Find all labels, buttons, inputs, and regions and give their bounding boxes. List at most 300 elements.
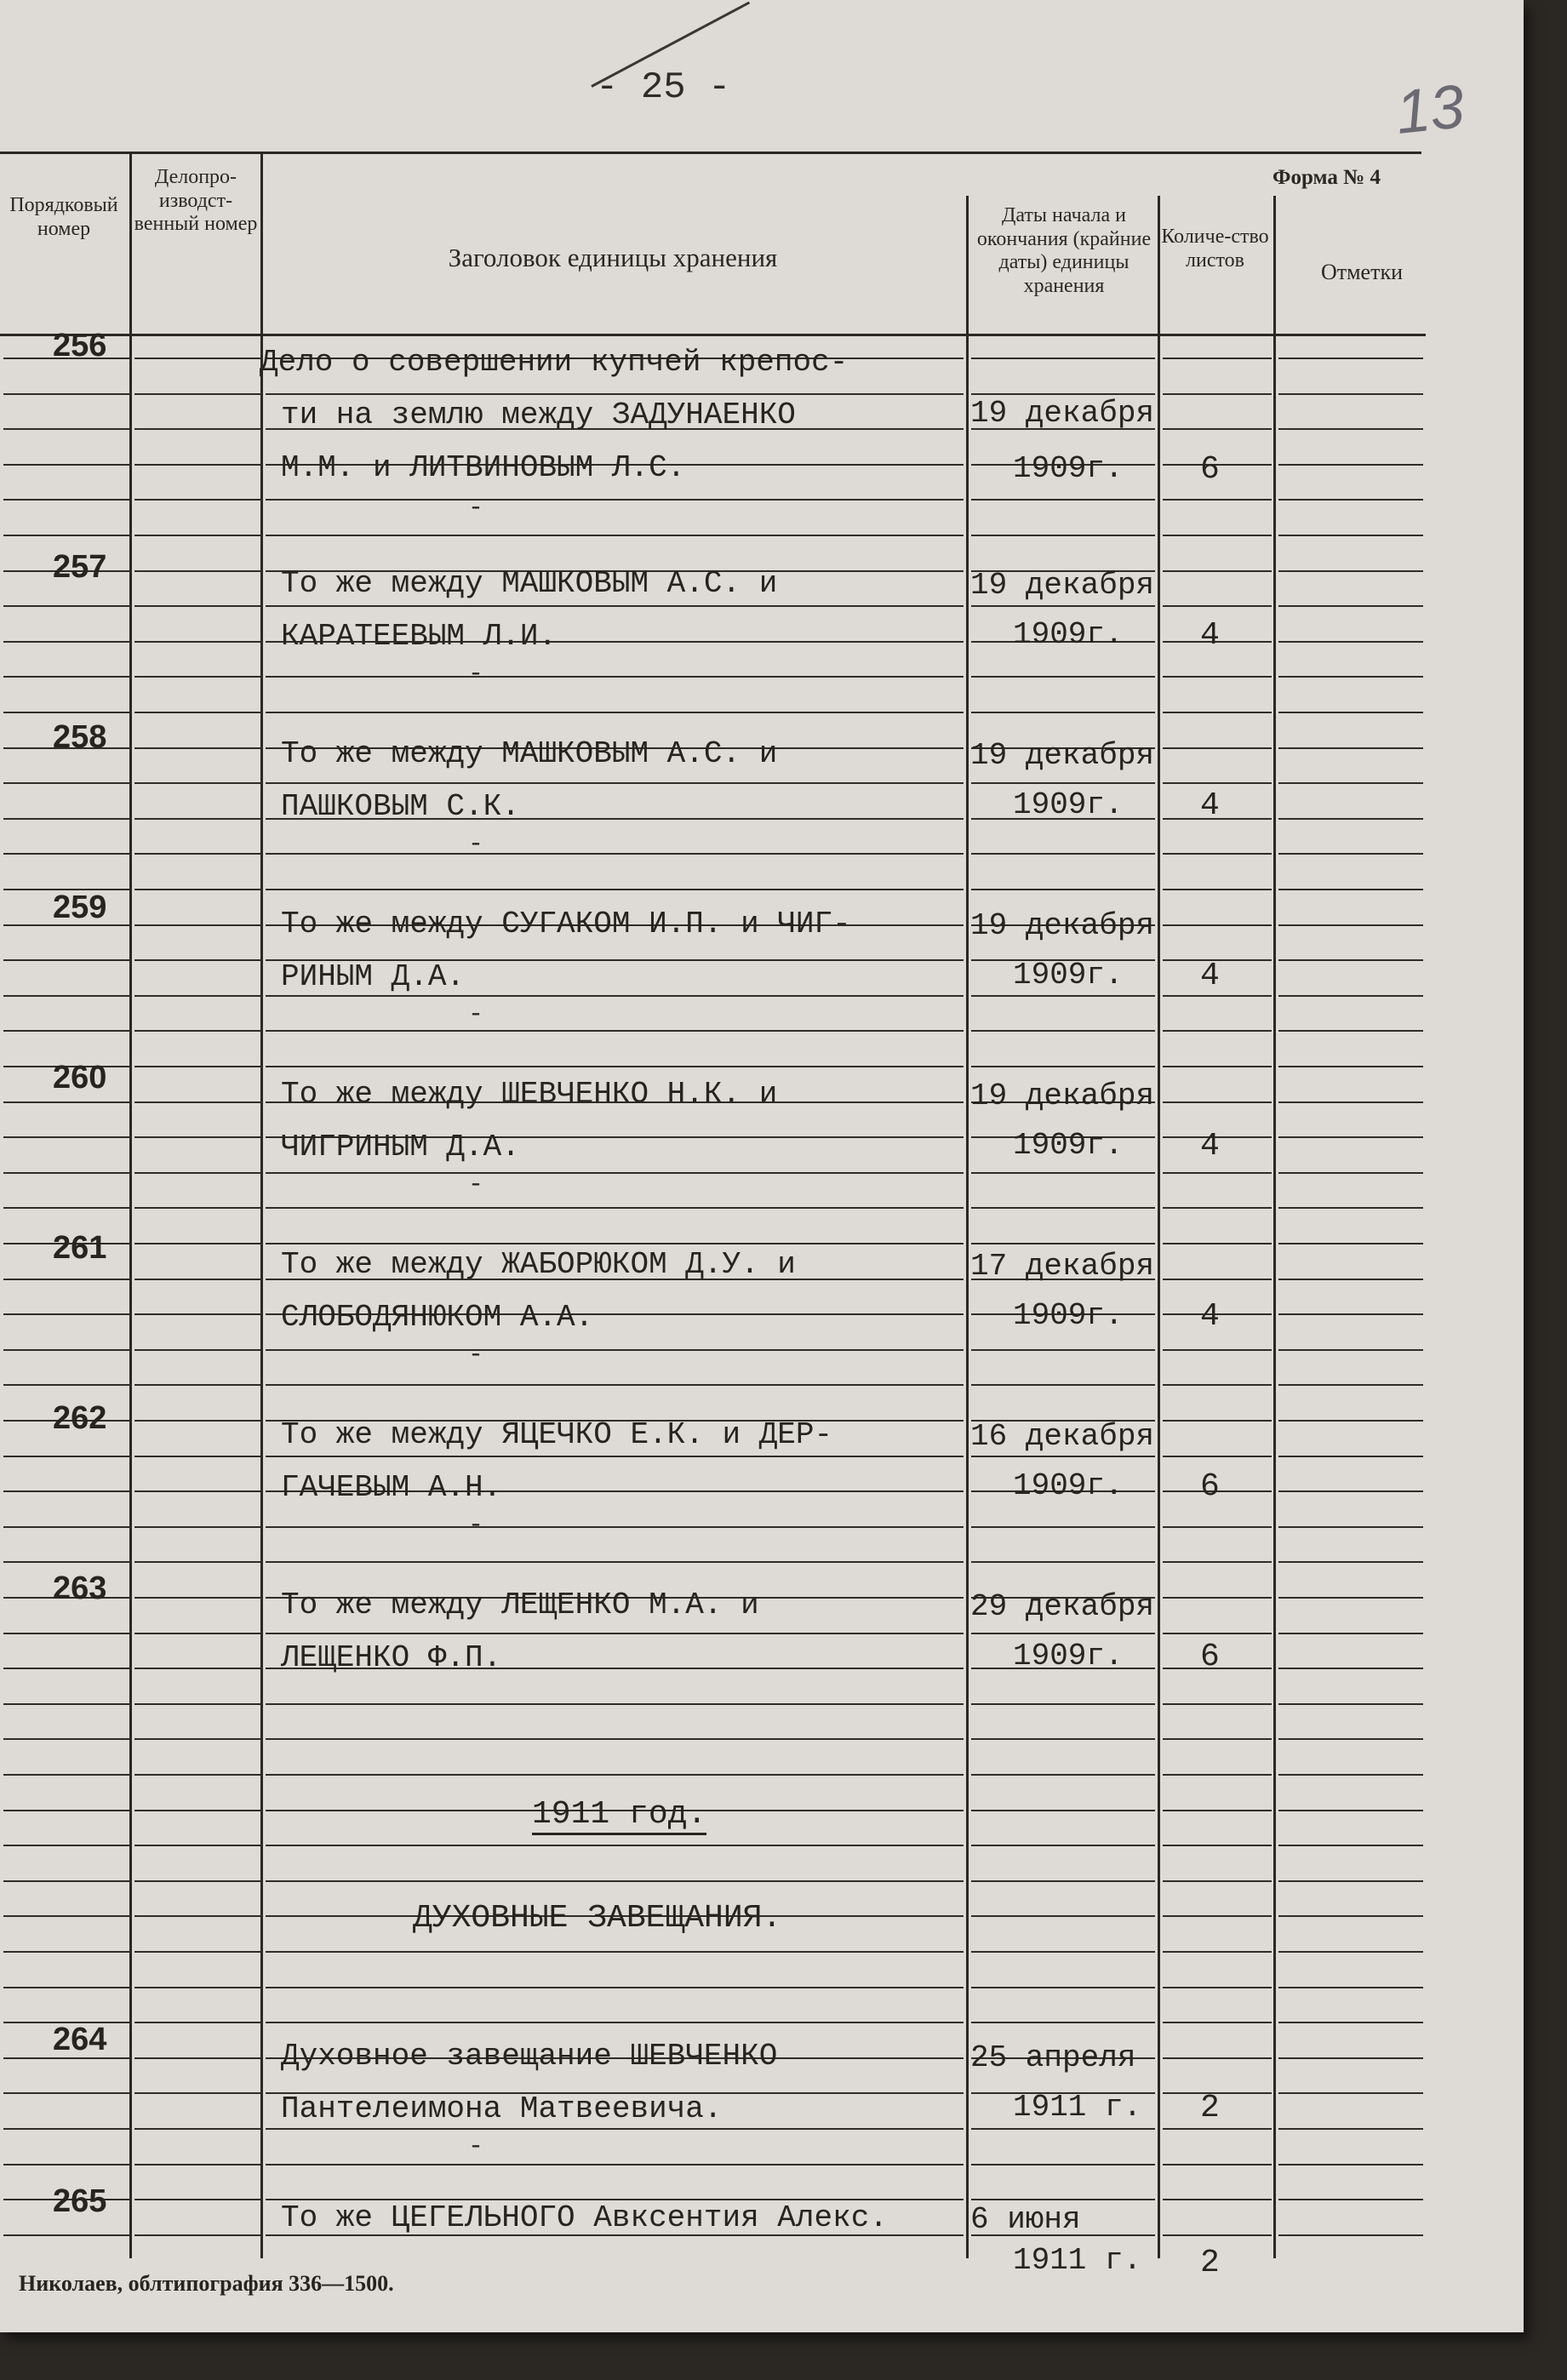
ruled-line: [3, 1738, 131, 1740]
ruled-line: [1278, 1279, 1423, 1280]
ruled-line: [1163, 995, 1272, 997]
ruled-line: [1163, 358, 1272, 359]
ruled-line: [1278, 605, 1423, 607]
ruled-line: [134, 2022, 262, 2023]
ruled-line: [134, 712, 262, 713]
column-divider-5: [1273, 196, 1276, 2258]
entry-title-line: ГАЧЕВЫМ А.Н.: [281, 1470, 502, 1505]
ruled-line: [3, 1207, 131, 1209]
ruled-line: [134, 924, 262, 926]
ruled-line: [1278, 1207, 1423, 1209]
year-heading: 1911 год.: [532, 1796, 706, 1835]
entry-serial-number: 259: [53, 890, 107, 925]
ruled-line: [134, 1490, 262, 1492]
entry-sheet-count: 4: [1200, 617, 1220, 654]
ruled-line: [3, 605, 131, 607]
entry-title-line: То же ЦЕГЕЛЬНОГО Авксентия Алекс.: [281, 2200, 888, 2235]
ruled-line: [1163, 1703, 1272, 1705]
ruled-line: [1278, 1349, 1423, 1351]
ruled-line: [1278, 1313, 1423, 1315]
ruled-line: [3, 712, 131, 713]
entry-serial-number: 265: [53, 2183, 107, 2219]
ruled-line: [1163, 393, 1272, 395]
ruled-line: [3, 1136, 131, 1138]
ruled-line: [1278, 889, 1423, 890]
ruled-line: [1163, 1561, 1272, 1563]
column-header-title: Заголовок единицы хранения: [448, 243, 778, 272]
ruled-line: [1278, 747, 1423, 749]
ruled-line: [971, 2022, 1155, 2023]
ruled-line: [134, 570, 262, 572]
ruled-line: [266, 676, 964, 678]
entry-title-line: Духовное завещание ШЕВЧЕНКО: [281, 2039, 778, 2074]
ruled-line: [1163, 428, 1272, 430]
ruled-line: [134, 1456, 262, 1457]
ruled-line: [3, 1703, 131, 1705]
ruled-line: [266, 1384, 964, 1386]
form-label: Форма № 4: [1272, 166, 1381, 189]
ruled-line: [266, 499, 964, 501]
ruled-line: [1163, 1349, 1272, 1351]
ruled-line: [1278, 2128, 1423, 2130]
ruled-line: [971, 1738, 1155, 1740]
ruled-line: [1278, 2022, 1423, 2023]
ruled-line: [134, 2092, 262, 2094]
ruled-line: [134, 1101, 262, 1103]
ruled-line: [266, 1633, 964, 1634]
ruled-line: [134, 782, 262, 784]
ruled-line: [266, 1456, 964, 1457]
ruled-line: [266, 2022, 964, 2023]
ruled-line: [134, 1313, 262, 1315]
ruled-line: [3, 1845, 131, 1846]
category-heading: ДУХОВНЫЕ ЗАВЕЩАНИЯ.: [413, 1900, 782, 1937]
entry-title-line: То же между СУГАКОМ И.П. и ЧИГ-: [281, 907, 851, 941]
entry-sheet-count: 6: [1200, 451, 1220, 488]
ruled-line: [971, 1243, 1155, 1244]
ruled-line: [3, 428, 131, 430]
ruled-line: [971, 1633, 1155, 1634]
ruled-line: [1163, 1526, 1272, 1528]
ruled-line: [1163, 1951, 1272, 1953]
ruled-line: [266, 535, 964, 536]
ruled-line: [134, 535, 262, 536]
ruled-line: [134, 1420, 262, 1422]
ruled-line: [971, 1456, 1155, 1457]
ruled-line: [134, 1597, 262, 1599]
ruled-line: [1278, 1456, 1423, 1457]
ruled-line: [134, 428, 262, 430]
ruled-line: [971, 499, 1155, 501]
ruled-line: [1278, 1845, 1423, 1846]
entry-title-line: РИНЫМ Д.А.: [281, 959, 466, 994]
ruled-line: [971, 2164, 1155, 2165]
ruled-line: [3, 1526, 131, 1528]
ruled-line: [266, 1703, 964, 1705]
ruled-line: [1278, 676, 1423, 678]
ruled-line: [3, 464, 131, 466]
ruled-line: [134, 1030, 262, 1032]
entry-serial-number: 263: [53, 1570, 107, 1606]
ruled-line: [266, 995, 964, 997]
table-top-border: [0, 152, 1421, 154]
footer-imprint: Николаев, облтипография 336—1500.: [19, 2271, 394, 2296]
ruled-line: [971, 676, 1155, 678]
printed-page-number: - 25 -: [596, 66, 731, 109]
ruled-line: [266, 853, 964, 855]
ruled-line: [971, 1915, 1155, 1917]
entry-separator-dash: -: [468, 1000, 484, 1029]
entry-date-start: 19 декабря: [970, 1078, 1155, 1113]
ruled-line: [134, 1561, 262, 1563]
ruled-line: [266, 712, 964, 713]
ruled-line: [1278, 782, 1423, 784]
ruled-line: [266, 1774, 964, 1776]
ruled-line: [266, 1066, 964, 1067]
ruled-line: [1278, 2164, 1423, 2165]
ruled-line: [1278, 1633, 1423, 1634]
ruled-line: [1278, 1243, 1423, 1244]
ruled-line: [134, 464, 262, 466]
entry-date-start: 25 апреля: [970, 2040, 1136, 2075]
ruled-line: [1278, 2057, 1423, 2059]
ruled-line: [1163, 924, 1272, 926]
ruled-line: [266, 782, 964, 784]
ruled-line: [134, 1987, 262, 1988]
ruled-line: [1163, 1880, 1272, 1882]
ruled-line: [971, 1526, 1155, 1528]
ruled-line: [1278, 1738, 1423, 1740]
ruled-line: [3, 959, 131, 961]
ruled-line: [3, 1951, 131, 1953]
ruled-line: [134, 818, 262, 820]
ruled-line: [1163, 1845, 1272, 1846]
entry-date-start: 19 декабря: [970, 738, 1155, 773]
column-header-dates: Даты начала и окончания (крайние даты) единицы хранения: [976, 204, 1152, 297]
ruled-line: [134, 853, 262, 855]
ruled-line: [1278, 1703, 1423, 1705]
ruled-line: [1163, 2164, 1272, 2165]
ruled-line: [971, 1774, 1155, 1776]
entry-title-line: То же между МАШКОВЫМ А.С. и: [281, 736, 778, 771]
ruled-line: [134, 747, 262, 749]
ruled-line: [266, 1845, 964, 1846]
ruled-line: [1278, 1597, 1423, 1599]
ruled-line: [1278, 1030, 1423, 1032]
entry-sheet-count: 6: [1200, 1468, 1220, 1505]
entry-date-year: 1909г.: [1013, 1128, 1124, 1163]
ruled-line: [1278, 2234, 1423, 2236]
ruled-line: [971, 1951, 1155, 1953]
ruled-line: [1163, 853, 1272, 855]
ruled-line: [266, 1349, 964, 1351]
ruled-line: [134, 1703, 262, 1705]
column-divider-2: [260, 152, 263, 2258]
ruled-line: [266, 2128, 964, 2130]
ruled-line: [1278, 995, 1423, 997]
ruled-line: [3, 2092, 131, 2094]
ruled-line: [971, 1349, 1155, 1351]
ruled-line: [3, 1987, 131, 1988]
ruled-line: [134, 1172, 262, 1174]
ruled-line: [1163, 1597, 1272, 1599]
ruled-line: [1278, 2199, 1423, 2200]
entry-serial-number: 257: [53, 549, 107, 585]
ruled-line: [1278, 1066, 1423, 1067]
ruled-line: [1278, 1384, 1423, 1386]
ruled-line: [1278, 2092, 1423, 2094]
entry-date-year: 1911 г.: [1013, 2090, 1142, 2125]
ruled-line: [1278, 1490, 1423, 1492]
ruled-line: [134, 2057, 262, 2059]
ruled-line: [134, 1915, 262, 1917]
entry-title-line: То же между ЯЦЕЧКО Е.К. и ДЕР-: [281, 1417, 833, 1452]
handwritten-sheet-number: 13: [1393, 72, 1468, 147]
entry-title-line: СЛОБОДЯНЮКОМ А.А.: [281, 1300, 594, 1335]
ruled-line: [266, 393, 964, 395]
ruled-line: [1278, 1668, 1423, 1669]
ruled-line: [3, 782, 131, 784]
entry-sheet-count: 4: [1200, 787, 1220, 824]
ruled-line: [3, 1774, 131, 1776]
ruled-line: [1278, 1420, 1423, 1422]
ruled-line: [266, 889, 964, 890]
ruled-line: [971, 1384, 1155, 1386]
entry-serial-number: 256: [53, 328, 107, 363]
ruled-line: [1163, 1774, 1272, 1776]
ruled-line: [134, 2128, 262, 2130]
column-header-notes: Отметки: [1320, 260, 1404, 284]
ruled-line: [1278, 1915, 1423, 1917]
ruled-line: [134, 1279, 262, 1280]
ruled-line: [1163, 782, 1272, 784]
ruled-line: [3, 818, 131, 820]
ruled-line: [1163, 1810, 1272, 1811]
ruled-line: [3, 1915, 131, 1917]
ruled-line: [266, 605, 964, 607]
ruled-line: [1163, 605, 1272, 607]
ruled-line: [971, 1703, 1155, 1705]
ruled-line: [1278, 641, 1423, 643]
ruled-line: [3, 1313, 131, 1315]
ruled-line: [134, 358, 262, 359]
ruled-line: [134, 1136, 262, 1138]
entry-title-line: То же между МАШКОВЫМ А.С. и: [281, 566, 778, 601]
entry-sheet-count: 4: [1200, 958, 1220, 994]
ruled-line: [3, 676, 131, 678]
entry-serial-number: 264: [53, 2022, 107, 2057]
ruled-line: [971, 358, 1155, 359]
ruled-line: [1278, 428, 1423, 430]
ruled-line: [1278, 853, 1423, 855]
ruled-line: [3, 1172, 131, 1174]
entry-title-line: КАРАТЕЕВЫМ Л.И.: [281, 619, 558, 654]
ruled-line: [3, 1279, 131, 1280]
ruled-line: [1278, 358, 1423, 359]
entry-date-start: 19 декабря: [970, 396, 1155, 431]
ruled-line: [1163, 1172, 1272, 1174]
entry-title-line: Пантелеимона Матвеевича.: [281, 2091, 723, 2126]
ruled-line: [1163, 747, 1272, 749]
ruled-line: [1163, 1101, 1272, 1103]
ruled-line: [1163, 2234, 1272, 2236]
ruled-line: [3, 535, 131, 536]
entry-title-line: М.М. и ЛИТВИНОВЫМ Л.С.: [281, 450, 686, 485]
ruled-line: [3, 995, 131, 997]
ruled-line: [3, 393, 131, 395]
ruled-line: [971, 782, 1155, 784]
entry-date-start: 19 декабря: [970, 908, 1155, 943]
ruled-line: [3, 1880, 131, 1882]
ruled-line: [971, 1810, 1155, 1811]
ruled-line: [3, 1030, 131, 1032]
ruled-line: [3, 1633, 131, 1634]
ruled-line: [1163, 1420, 1272, 1422]
ruled-line: [1163, 889, 1272, 890]
entry-sheet-count: 2: [1200, 2245, 1220, 2281]
ruled-line: [971, 1066, 1155, 1067]
entry-separator-dash: -: [468, 830, 484, 859]
entry-serial-number: 262: [53, 1400, 107, 1436]
ruled-line: [134, 2199, 262, 2200]
ruled-line: [1278, 464, 1423, 466]
ruled-line: [134, 499, 262, 501]
ruled-line: [266, 1880, 964, 1882]
entry-date-start: 29 декабря: [970, 1589, 1155, 1624]
entry-separator-dash: -: [468, 1511, 484, 1540]
entry-date-start: 17 декабря: [970, 1249, 1155, 1284]
ruled-line: [266, 1243, 964, 1244]
ruled-line: [1163, 712, 1272, 713]
ruled-line: [971, 1561, 1155, 1563]
ruled-line: [134, 1526, 262, 1528]
ruled-line: [1278, 1561, 1423, 1563]
column-header-clerical-number: Делопро-изводст-венный номер: [134, 166, 258, 236]
ruled-line: [1163, 1633, 1272, 1634]
ruled-line: [266, 1738, 964, 1740]
ruled-line: [971, 1987, 1155, 1988]
ruled-line: [3, 1561, 131, 1563]
ruled-line: [1163, 2057, 1272, 2059]
ruled-line: [971, 1172, 1155, 1174]
entry-date-year: 1909г.: [1013, 1468, 1124, 1503]
entry-sheet-count: 4: [1200, 1298, 1220, 1335]
ruled-line: [971, 1845, 1155, 1846]
ruled-line: [1278, 1136, 1423, 1138]
entry-separator-dash: -: [468, 1341, 484, 1370]
ruled-line: [134, 1845, 262, 1846]
entry-date-start: 19 декабря: [970, 568, 1155, 603]
entry-serial-number: 261: [53, 1230, 107, 1266]
ruled-line: [1278, 499, 1423, 501]
ruled-line: [971, 535, 1155, 536]
ruled-line: [1278, 393, 1423, 395]
ruled-line: [1278, 959, 1423, 961]
entry-title-line: То же между ШЕВЧЕНКО Н.К. и: [281, 1077, 778, 1112]
ruled-line: [134, 1774, 262, 1776]
ruled-line: [1278, 1101, 1423, 1103]
entry-date-start: 6 июня: [970, 2202, 1081, 2237]
entry-title-line: ПАШКОВЫМ С.К.: [281, 789, 520, 824]
ruled-line: [971, 2199, 1155, 2200]
ruled-line: [971, 995, 1155, 997]
entry-title-line: ти на землю между ЗАДУНАЕНКО: [281, 398, 796, 432]
ruled-line: [134, 605, 262, 607]
ruled-line: [134, 1668, 262, 1669]
ruled-line: [1163, 2128, 1272, 2130]
ruled-line: [971, 2128, 1155, 2130]
ruled-line: [134, 1880, 262, 1882]
ruled-line: [266, 1207, 964, 1209]
ruled-line: [1163, 1456, 1272, 1457]
ruled-line: [3, 641, 131, 643]
ruled-line: [1163, 535, 1272, 536]
ruled-line: [1163, 499, 1272, 501]
ruled-line: [3, 1349, 131, 1351]
entry-date-year: 1909г.: [1013, 787, 1124, 822]
entry-sheet-count: 6: [1200, 1639, 1220, 1675]
entry-serial-number: 260: [53, 1060, 107, 1096]
ruled-line: [1278, 818, 1423, 820]
entry-date-start: 16 декабря: [970, 1419, 1155, 1454]
ruled-line: [134, 1633, 262, 1634]
ruled-line: [266, 1172, 964, 1174]
entry-date-year: 1909г.: [1013, 451, 1124, 486]
ruled-line: [1278, 1987, 1423, 1988]
ruled-line: [134, 1951, 262, 1953]
ruled-line: [134, 1243, 262, 1244]
ruled-line: [266, 1561, 964, 1563]
ruled-line: [1163, 1207, 1272, 1209]
entry-sheet-count: 2: [1200, 2090, 1220, 2126]
ruled-line: [1163, 1030, 1272, 1032]
entry-separator-dash: -: [468, 1170, 484, 1199]
ruled-line: [266, 1030, 964, 1032]
ruled-line: [134, 2164, 262, 2165]
ruled-line: [134, 1384, 262, 1386]
ruled-line: [1163, 1987, 1272, 1988]
ruled-line: [3, 1384, 131, 1386]
ruled-line: [1278, 535, 1423, 536]
entry-title-line: То же между ЛЕЩЕНКО М.А. и: [281, 1588, 759, 1622]
entry-date-year: 1909г.: [1013, 617, 1124, 652]
ruled-line: [134, 676, 262, 678]
ruled-line: [134, 995, 262, 997]
ruled-line: [266, 1987, 964, 1988]
ruled-line: [3, 853, 131, 855]
ruled-line: [134, 1066, 262, 1067]
ruled-line: [1278, 1172, 1423, 1174]
ruled-line: [134, 1207, 262, 1209]
ruled-line: [1163, 1243, 1272, 1244]
column-header-sheet-count: Количе-ство листов: [1161, 226, 1269, 272]
ruled-line: [971, 853, 1155, 855]
ruled-line: [971, 1207, 1155, 1209]
column-divider-3: [966, 196, 969, 2258]
ruled-line: [971, 712, 1155, 713]
ruled-line: [134, 1810, 262, 1811]
entry-title-line: ЧИГРИНЫМ Д.А.: [281, 1130, 520, 1164]
entry-sheet-count: 4: [1200, 1128, 1220, 1164]
entry-separator-dash: -: [468, 660, 484, 689]
entry-date-year: 1909г.: [1013, 1639, 1124, 1673]
header-bottom-border: [0, 334, 1426, 336]
entry-title-line: То же между ЖАБОРЮКОМ Д.У. и: [281, 1247, 796, 1282]
ruled-line: [1278, 712, 1423, 713]
ruled-line: [134, 959, 262, 961]
ruled-line: [1278, 1526, 1423, 1528]
ruled-line: [266, 1526, 964, 1528]
